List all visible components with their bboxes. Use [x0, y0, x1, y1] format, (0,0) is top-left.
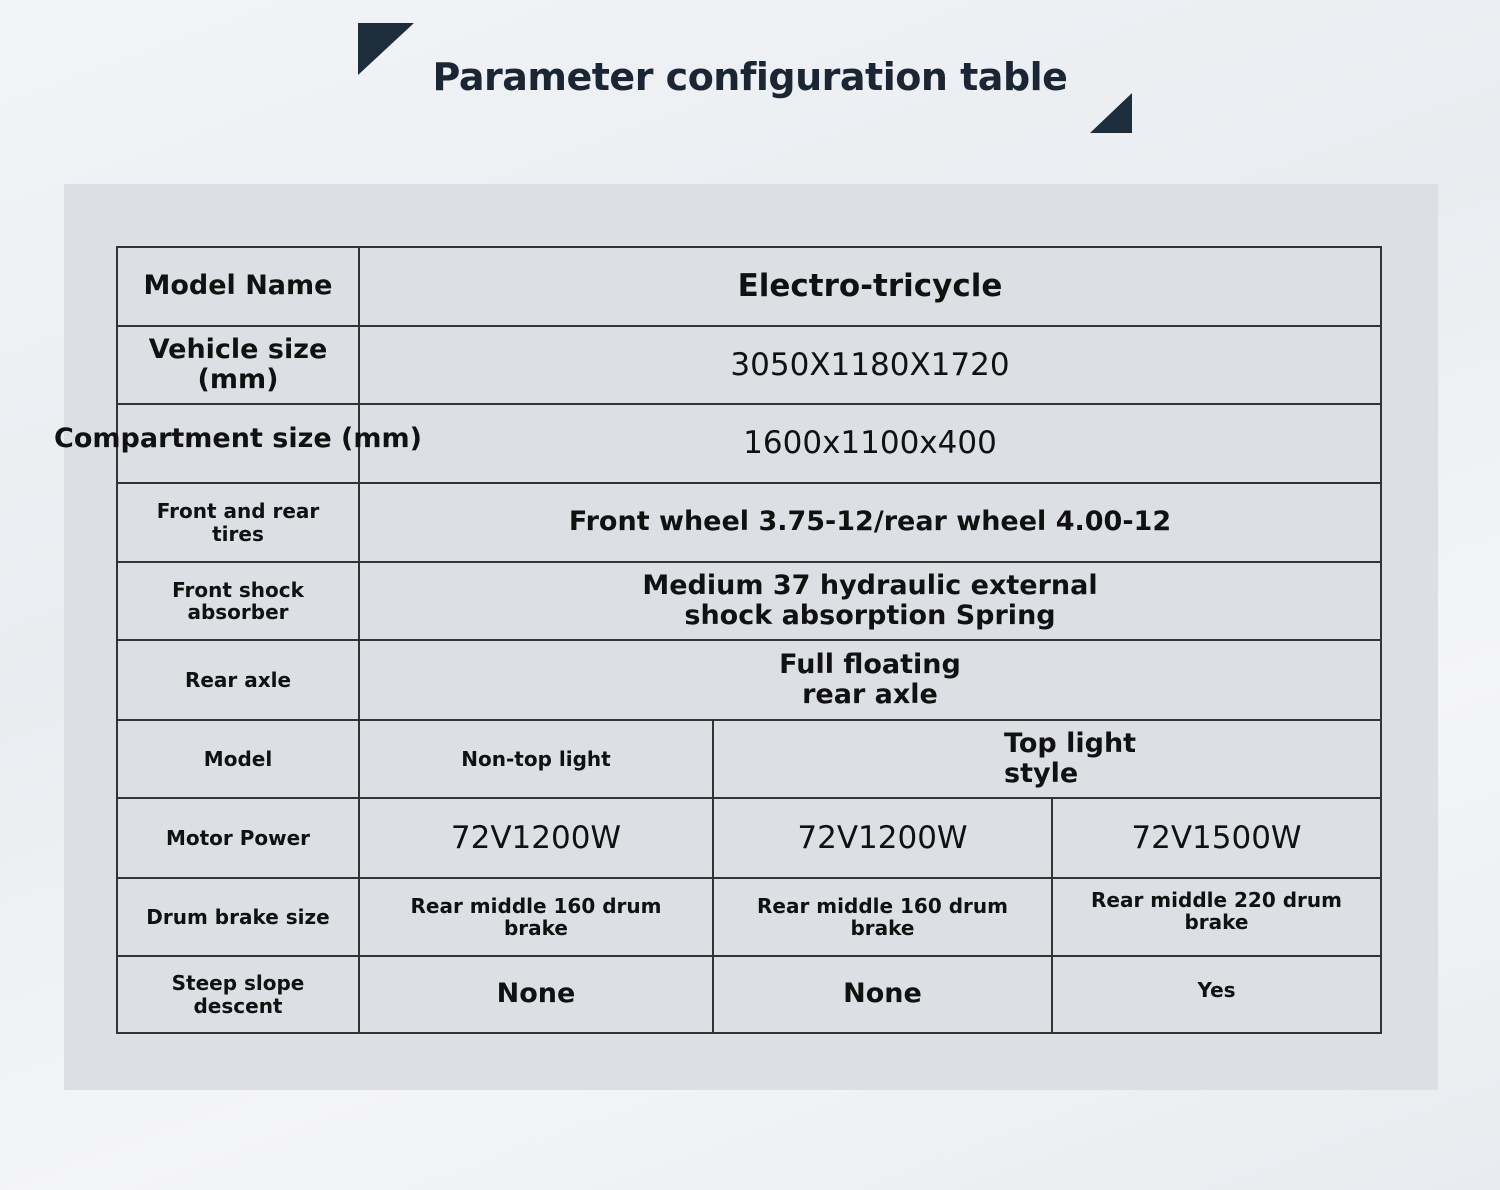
label-rear-axle: Rear axle	[184, 667, 292, 692]
value-drum-2: Rear middle 160 drum brake	[757, 893, 1008, 940]
corner-triangle-bottom-right	[1090, 93, 1132, 133]
label-shock-absorber: Front shock absorber	[172, 577, 304, 624]
value-compartment-size: 1600x1100x400	[743, 425, 997, 462]
value-shock-absorber: Medium 37 hydraulic external shock absorption Spring	[642, 569, 1098, 631]
value-drum-3: Rear middle 220 drum brake	[1091, 887, 1342, 934]
value-rear-axle: Full floating rear axle	[779, 648, 961, 710]
label-model-name: Model Name	[143, 270, 333, 302]
label-vehicle-size: Vehicle size (mm)	[148, 333, 328, 395]
value-motor-3: 72V1500W	[1131, 819, 1302, 856]
page-title: Parameter configuration table	[432, 55, 1068, 99]
value-motor-2: 72V1200W	[797, 819, 968, 856]
value-slope-1: None	[496, 978, 576, 1010]
value-slope-3: Yes	[1197, 978, 1236, 1003]
label-compartment-size: Compartment size (mm)	[54, 423, 422, 455]
value-non-top-light: Non-top light	[461, 746, 611, 771]
value-vehicle-size: 3050X1180X1720	[730, 346, 1010, 383]
value-drum-1: Rear middle 160 drum brake	[410, 893, 662, 940]
value-top-light-style: Top light style	[1004, 727, 1137, 789]
label-motor-power: Motor Power	[165, 825, 311, 850]
value-motor-1: 72V1200W	[450, 819, 622, 856]
label-drum-brake: Drum brake size	[146, 904, 330, 929]
label-model: Model	[203, 746, 273, 771]
parameter-table	[54, 246, 1382, 1034]
label-steep-slope: Steep slope descent	[171, 971, 305, 1018]
value-tires: Front wheel 3.75-12/rear wheel 4.00-12	[568, 506, 1172, 538]
value-slope-2: None	[843, 978, 922, 1010]
label-tires: Front and rear tires	[156, 499, 320, 546]
value-model-name: Electro-tricycle	[737, 268, 1003, 305]
